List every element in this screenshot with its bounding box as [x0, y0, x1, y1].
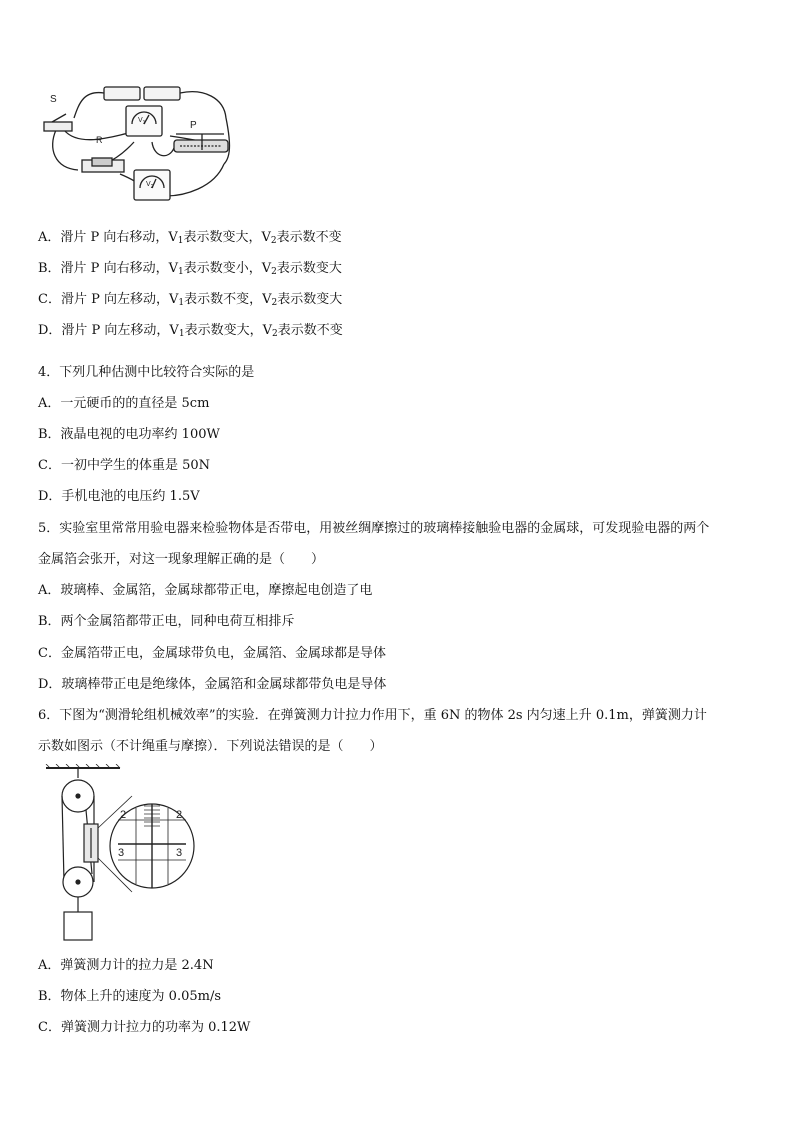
q6-option-b[interactable]: B．物体上升的速度为 0.05m/s — [38, 989, 222, 1004]
q5-stem-line2: 金属箔会张开，对这一现象理解正确的是（ ） — [38, 552, 325, 567]
switch-label: S — [50, 94, 57, 105]
q4-option-d[interactable]: D．手机电池的电压约 1.5V — [38, 489, 200, 504]
q5-option-b[interactable]: B．两个金属箔都带正电，同种电荷互相排斥 — [38, 614, 295, 629]
voltmeter-1-label: $V_1$ — [138, 117, 146, 126]
q6-stem-line1: 6．下图为“测滑轮组机械效率”的实验．在弹簧测力计拉力作用下，重 6N 的物体 2s 内匀速上升 0.1m，弹簧测力计 — [38, 708, 707, 723]
q3-option-d[interactable]: D．滑片 P 向左移动，$V_1$表示数变大，$V_2$表示数不变 — [38, 323, 343, 339]
scale-label-2-right: 2 — [176, 809, 183, 821]
q4-stem: 4．下列几种估测中比较符合实际的是 — [38, 365, 255, 380]
q5-option-a[interactable]: A．玻璃棒、金属箔，金属球都带正电，摩擦起电创造了电 — [38, 583, 373, 598]
q6-option-a[interactable]: A．弹簧测力计的拉力是 2.4N — [38, 958, 214, 973]
q3-option-c[interactable]: C．滑片 P 向左移动，$V_1$表示数不变，$V_2$表示数变大 — [38, 292, 343, 308]
pulley-figure — [40, 764, 200, 946]
q5-option-c[interactable]: C．金属箔带正电，金属球带负电，金属箔、金属球都是导体 — [38, 646, 386, 661]
scale-label-3-left: 3 — [118, 847, 125, 859]
q5-option-d[interactable]: D．玻璃棒带正电是绝缘体，金属箔和金属球都带负电是导体 — [38, 677, 387, 692]
circuit-figure — [34, 78, 240, 210]
q4-option-c[interactable]: C．一初中学生的体重是 50N — [38, 458, 210, 473]
voltmeter-2-label: $V_2$ — [146, 181, 154, 190]
q6-option-c[interactable]: C．弹簧测力计拉力的功率为 0.12W — [38, 1020, 251, 1035]
slider-label: P — [190, 120, 197, 131]
q4-option-a[interactable]: A．一元硬币的的直径是 5cm — [38, 396, 210, 411]
q6-stem-line2: 示数如图示（不计绳重与摩擦）．下列说法错误的是（ ） — [38, 739, 383, 754]
scale-label-2-left: 2 — [120, 809, 127, 821]
q5-stem-line1: 5．实验室里常常用验电器来检验物体是否带电，用被丝绸摩擦过的玻璃棒接触验电器的金属球，可发现验电器的两个 — [38, 521, 710, 536]
q4-option-b[interactable]: B．液晶电视的电功率约 100W — [38, 427, 220, 442]
q3-option-b[interactable]: B．滑片 P 向右移动，$V_1$表示数变小，$V_2$表示数变大 — [38, 261, 342, 277]
scale-label-3-right: 3 — [176, 847, 183, 859]
resistor-label: R — [96, 135, 103, 145]
q3-option-a[interactable]: A．滑片 P 向右移动，$V_1$表示数变大，$V_2$表示数不变 — [38, 230, 342, 246]
